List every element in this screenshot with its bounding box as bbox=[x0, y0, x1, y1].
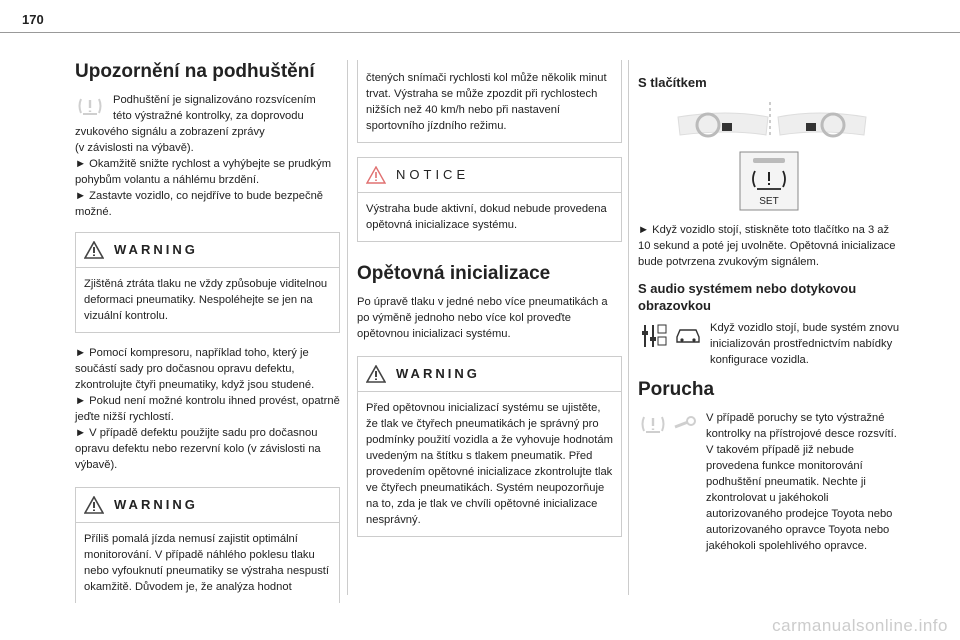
car-icon bbox=[674, 323, 702, 350]
warning-box-1-title bbox=[76, 233, 339, 268]
warning-box-3 bbox=[357, 356, 622, 537]
fault-text-with-icons bbox=[638, 410, 903, 554]
heading-underinflation: Upozornění na podhuštění bbox=[75, 61, 315, 82]
header-divider bbox=[0, 32, 960, 33]
dashboard-button-illustration bbox=[638, 97, 903, 222]
column-divider bbox=[628, 60, 629, 595]
column-divider bbox=[347, 60, 348, 595]
step-drive-slow: ► Pokud není možné kontrolu ihned provést, opatrně jeďte nižší rychlostí. bbox=[75, 395, 340, 423]
settings-menu-icon bbox=[640, 323, 668, 354]
warning-triangle-icon bbox=[84, 241, 104, 259]
warning-title: WARNING bbox=[396, 366, 480, 381]
heading-fault: Porucha bbox=[638, 379, 715, 400]
step-slow-down: ► Okamžitě snižte rychlost a vyhýbejte se prudkým pohybům volantu a náhlému brzdění. bbox=[75, 158, 332, 186]
intro-line-1: Podhuštění je signalizováno rozsvícením bbox=[113, 94, 316, 106]
audio-text-with-icons bbox=[638, 320, 903, 368]
notice-box-title bbox=[358, 158, 621, 193]
page-number: 170 bbox=[22, 12, 44, 27]
warning-box-3-title bbox=[358, 357, 621, 392]
tpms-warning-icon bbox=[640, 413, 666, 440]
step-compressor: ► Pomocí kompresoru, například toho, který je součástí sady pro dočasnou opravu defektu, zkontrolujte čtyři pneumatiky, když jsou studené. bbox=[75, 347, 315, 391]
reinit-intro: Po úpravě tlaku v jedné nebo více pneumatikách a po výměně jednoho nebo více kol proveďte opětovnou inicializaci systému. bbox=[357, 296, 608, 340]
warning-triangle-icon bbox=[366, 365, 386, 383]
notice-title: NOTICE bbox=[396, 167, 470, 182]
warning-box-1-text: Zjištěná ztráta tlaku ne vždy způsobuje viditelnou deformaci pneumatiky. Nespoléhejte se jen na vizuální kontrolu. bbox=[84, 278, 328, 322]
warning-box-2-continued bbox=[357, 60, 622, 143]
set-label: SET bbox=[759, 196, 779, 207]
intro-line-2: této výstražné kontrolky, za doprovodu bbox=[113, 110, 304, 122]
warning-box-2-text: Příliš pomalá jízda nemusí zajistit optimální monitorování. V případě náhlého poklesu tlaku nebo vyfouknutí pneumatiky se výstraha nespustí okamžitě. Důvodem je, že analýza hodnot bbox=[84, 533, 330, 593]
intro-with-icon bbox=[75, 92, 340, 124]
audio-text: Když vozidlo stojí, bude systém znovu inicializován prostřednictvím nabídky konfigurace vozidla. bbox=[710, 322, 900, 366]
warning-triangle-icon bbox=[84, 496, 104, 514]
column-1 bbox=[75, 60, 340, 615]
column-2 bbox=[357, 60, 622, 549]
column-3 bbox=[638, 60, 903, 554]
warning-title: WARNING bbox=[114, 242, 198, 257]
tpms-warning-icon bbox=[77, 95, 103, 122]
footer-watermark: carmanualsonline.info bbox=[772, 616, 948, 635]
warning-box-2 bbox=[75, 487, 340, 603]
warning-box-3-text: Před opětovnou inicializací systému se ujistěte, že tlak ve čtyřech pneumatikách je správný pro podmínky použití vozidla a že vyhovuje hodnotám uvedeným na štítku s tlakem pneumatik. Před provedením opětovné inicializace zkontrolujte tlak ve čtyřech pneumatikách. Systém neupozorňuje na to, zda je tlak ve chvíli opětovné inicializace nesprávný. bbox=[366, 402, 613, 526]
step-press-set: ► Když vozidlo stojí, stiskněte toto tlačítko na 3 až 10 sekund a poté jej uvolněte. Opětovná inicializace bude potvrzena zvukovým signálem. bbox=[638, 224, 896, 268]
service-wrench-icon bbox=[672, 413, 698, 440]
heading-reinitialization: Opětovná inicializace bbox=[357, 263, 551, 284]
intro-line-4: (v závislosti na výbavě). bbox=[75, 142, 194, 154]
steering-wheel-left-icon bbox=[678, 113, 768, 136]
step-stop: ► Zastavte vozidlo, co nejdříve to bude bezpečně možné. bbox=[75, 190, 324, 218]
notice-triangle-icon bbox=[366, 166, 386, 184]
warning-continued-text: čtených snímači rychlosti kol může několik minut trvat. Výstraha se může zpozdit při rychlostech nižších než 40 km/h nebo při nastavení sportovního jízdního režimu. bbox=[366, 72, 607, 132]
step-repair-kit: ► V případě defektu použijte sadu pro dočasnou opravu defektu nebo rezervní kolo (v závislosti na výbavě). bbox=[75, 427, 321, 471]
warning-box-2-title bbox=[76, 488, 339, 523]
steering-wheel-right-icon bbox=[778, 113, 866, 136]
notice-box-text: Výstraha bude aktivní, dokud nebude provedena opětovná inicializace systému. bbox=[366, 203, 607, 231]
subheading-with-button: S tlačítkem bbox=[638, 75, 707, 90]
warning-box-1 bbox=[75, 232, 340, 333]
notice-box bbox=[357, 157, 622, 242]
fault-text: V případě poruchy se tyto výstražné kontrolky na přístrojové desce rozsvítí. V takovém případě již nebude provedena funkce monitorování podhuštění pneumatik. Nechte ji zkontrolovat u jakéhokoli autorizovaného prodejce Toyota nebo autorizovaného opravce Toyota nebo jakéhokoli spolehlivého opravce. bbox=[706, 412, 897, 552]
intro-line-3: zvukového signálu a zobrazení zprávy bbox=[75, 126, 265, 138]
warning-title: WARNING bbox=[114, 497, 198, 512]
subheading-audio: S audio systémem nebo dotykovou obrazovkou bbox=[638, 281, 857, 313]
